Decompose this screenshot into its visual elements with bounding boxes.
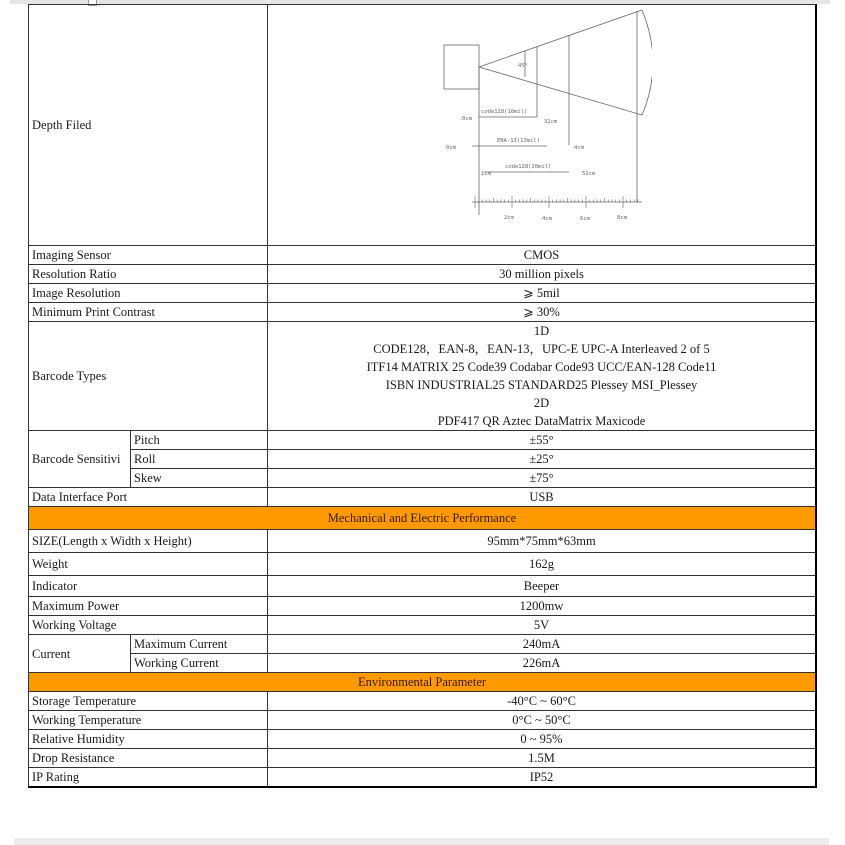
value-data-interface: USB bbox=[268, 488, 817, 507]
label-4cm: 4cm bbox=[573, 145, 584, 151]
bottom-scroll-edge bbox=[14, 838, 829, 845]
row-ip bbox=[29, 768, 817, 788]
label-working-temp: Working Temperature bbox=[29, 711, 268, 730]
label-size: SIZE(Length x Width x Height) bbox=[29, 530, 268, 553]
depth-of-field-diagram bbox=[432, 5, 652, 245]
label-working-voltage: Working Voltage bbox=[29, 616, 268, 635]
row-image-resolution bbox=[29, 284, 817, 303]
value-drop: 1.5M bbox=[268, 749, 817, 768]
label-image-resolution: Image Resolution bbox=[29, 284, 268, 303]
value-barcode-types bbox=[268, 322, 817, 431]
spec-table bbox=[28, 4, 817, 788]
row-depth-field bbox=[29, 5, 817, 246]
label-code128-10mil: code128(10mil) bbox=[480, 109, 527, 115]
label-ean13: ENA-13(13mil) bbox=[496, 138, 540, 144]
row-weight bbox=[29, 553, 817, 576]
row-indicator bbox=[29, 576, 817, 597]
value-pitch: ±55° bbox=[268, 431, 817, 450]
value-working-voltage: 5V bbox=[268, 616, 817, 635]
label-1cm: 1cm bbox=[480, 171, 491, 177]
label-humidity: Relative Humidity bbox=[29, 730, 268, 749]
label-working-current: Working Current bbox=[131, 654, 268, 673]
label-data-interface: Data Interface Port bbox=[29, 488, 268, 507]
barcode-types-line: 2D bbox=[533, 396, 550, 410]
label-code128-20mil: code128(20mil) bbox=[504, 164, 551, 170]
angle-label: 45° bbox=[517, 63, 528, 69]
row-barcode-types bbox=[29, 322, 817, 431]
label-resolution-ratio: Resolution Ratio bbox=[29, 265, 268, 284]
label-32cm: 32cm bbox=[543, 119, 557, 125]
label-storage-temp: Storage Temperature bbox=[29, 692, 268, 711]
label-drop: Drop Resistance bbox=[29, 749, 268, 768]
row-working-voltage bbox=[29, 616, 817, 635]
value-working-temp: 0°C ~ 50°C bbox=[268, 711, 817, 730]
depth-field-diagram-cell bbox=[268, 5, 817, 246]
label-max-power: Maximum Power bbox=[29, 597, 268, 616]
label-roll: Roll bbox=[131, 450, 268, 469]
barcode-types-line: ITF14 MATRIX 25 Code39 Codabar Code93 UCC/EAN-128 Code11 bbox=[366, 360, 717, 374]
value-skew: ±75° bbox=[268, 469, 817, 488]
beam-lower bbox=[479, 67, 642, 115]
label-ip: IP Rating bbox=[29, 768, 268, 788]
row-humidity bbox=[29, 730, 817, 749]
value-ip: IP52 bbox=[268, 768, 817, 788]
label-barcode-types: Barcode Types bbox=[29, 322, 268, 431]
row-drop bbox=[29, 749, 817, 768]
barcode-types-line: ISBN INDUSTRIAL25 STANDARD25 Plessey MSI_Plessey bbox=[385, 378, 698, 392]
ruler-label-2cm: 2cm bbox=[503, 215, 514, 221]
row-data-interface bbox=[29, 488, 817, 507]
value-storage-temp: -40°C ~ 60°C bbox=[268, 692, 817, 711]
value-max-power: 1200mw bbox=[268, 597, 817, 616]
value-working-current: 226mA bbox=[268, 654, 817, 673]
label-min-print-contrast: Minimum Print Contrast bbox=[29, 303, 268, 322]
ruler-label-6cm: 6cm bbox=[579, 216, 590, 222]
section-header-mechanical: Mechanical and Electric Performance bbox=[29, 507, 817, 530]
label-weight: Weight bbox=[29, 553, 268, 576]
scanner-body bbox=[444, 45, 479, 89]
label-max-current: Maximum Current bbox=[131, 635, 268, 654]
label-depth-field: Depth Filed bbox=[29, 5, 268, 246]
label-52cm: 52cm bbox=[581, 171, 595, 177]
barcode-types-line: CODE128，EAN-8，EAN-13，UPC-E UPC-A Interleaved 2 of 5 bbox=[373, 342, 710, 356]
beam-arc bbox=[642, 10, 652, 115]
value-imaging-sensor: CMOS bbox=[268, 246, 817, 265]
value-min-print-contrast: ⩾ 30% bbox=[268, 303, 817, 322]
barcode-types-line: 1D bbox=[533, 324, 550, 338]
row-resolution-ratio bbox=[29, 265, 817, 284]
label-imaging-sensor: Imaging Sensor bbox=[29, 246, 268, 265]
label-0cm-b: 0cm bbox=[445, 145, 456, 151]
barcode-types-line: PDF417 QR Aztec DataMatrix Maxicode bbox=[437, 414, 646, 428]
row-imaging-sensor bbox=[29, 246, 817, 265]
row-size bbox=[29, 530, 817, 553]
value-weight: 162g bbox=[268, 553, 817, 576]
row-working-current bbox=[29, 654, 817, 673]
value-humidity: 0 ~ 95% bbox=[268, 730, 817, 749]
ruler-label-8cm: 8cm bbox=[616, 215, 627, 221]
ruler-label-4cm: 4cm bbox=[541, 216, 552, 222]
value-resolution-ratio: 30 million pixels bbox=[268, 265, 817, 284]
label-pitch: Pitch bbox=[131, 431, 268, 450]
section-environmental bbox=[29, 673, 817, 692]
row-pitch bbox=[29, 431, 817, 450]
value-max-current: 240mA bbox=[268, 635, 817, 654]
label-barcode-sensitivity: Barcode Sensitivi bbox=[29, 431, 131, 488]
row-max-power bbox=[29, 597, 817, 616]
section-header-environmental: Environmental Parameter bbox=[29, 673, 817, 692]
label-current: Current bbox=[29, 635, 131, 673]
value-roll: ±25° bbox=[268, 450, 817, 469]
row-roll bbox=[29, 450, 817, 469]
row-working-temp bbox=[29, 711, 817, 730]
label-0cm-a: 0cm bbox=[461, 116, 472, 122]
row-skew bbox=[29, 469, 817, 488]
row-min-print-contrast bbox=[29, 303, 817, 322]
row-max-current bbox=[29, 635, 817, 654]
row-storage-temp bbox=[29, 692, 817, 711]
value-image-resolution: ⩾ 5mil bbox=[268, 284, 817, 303]
value-indicator: Beeper bbox=[268, 576, 817, 597]
beam-upper bbox=[479, 10, 642, 67]
label-indicator: Indicator bbox=[29, 576, 268, 597]
label-skew: Skew bbox=[131, 469, 268, 488]
value-size: 95mm*75mm*63mm bbox=[268, 530, 817, 553]
section-mechanical bbox=[29, 507, 817, 530]
